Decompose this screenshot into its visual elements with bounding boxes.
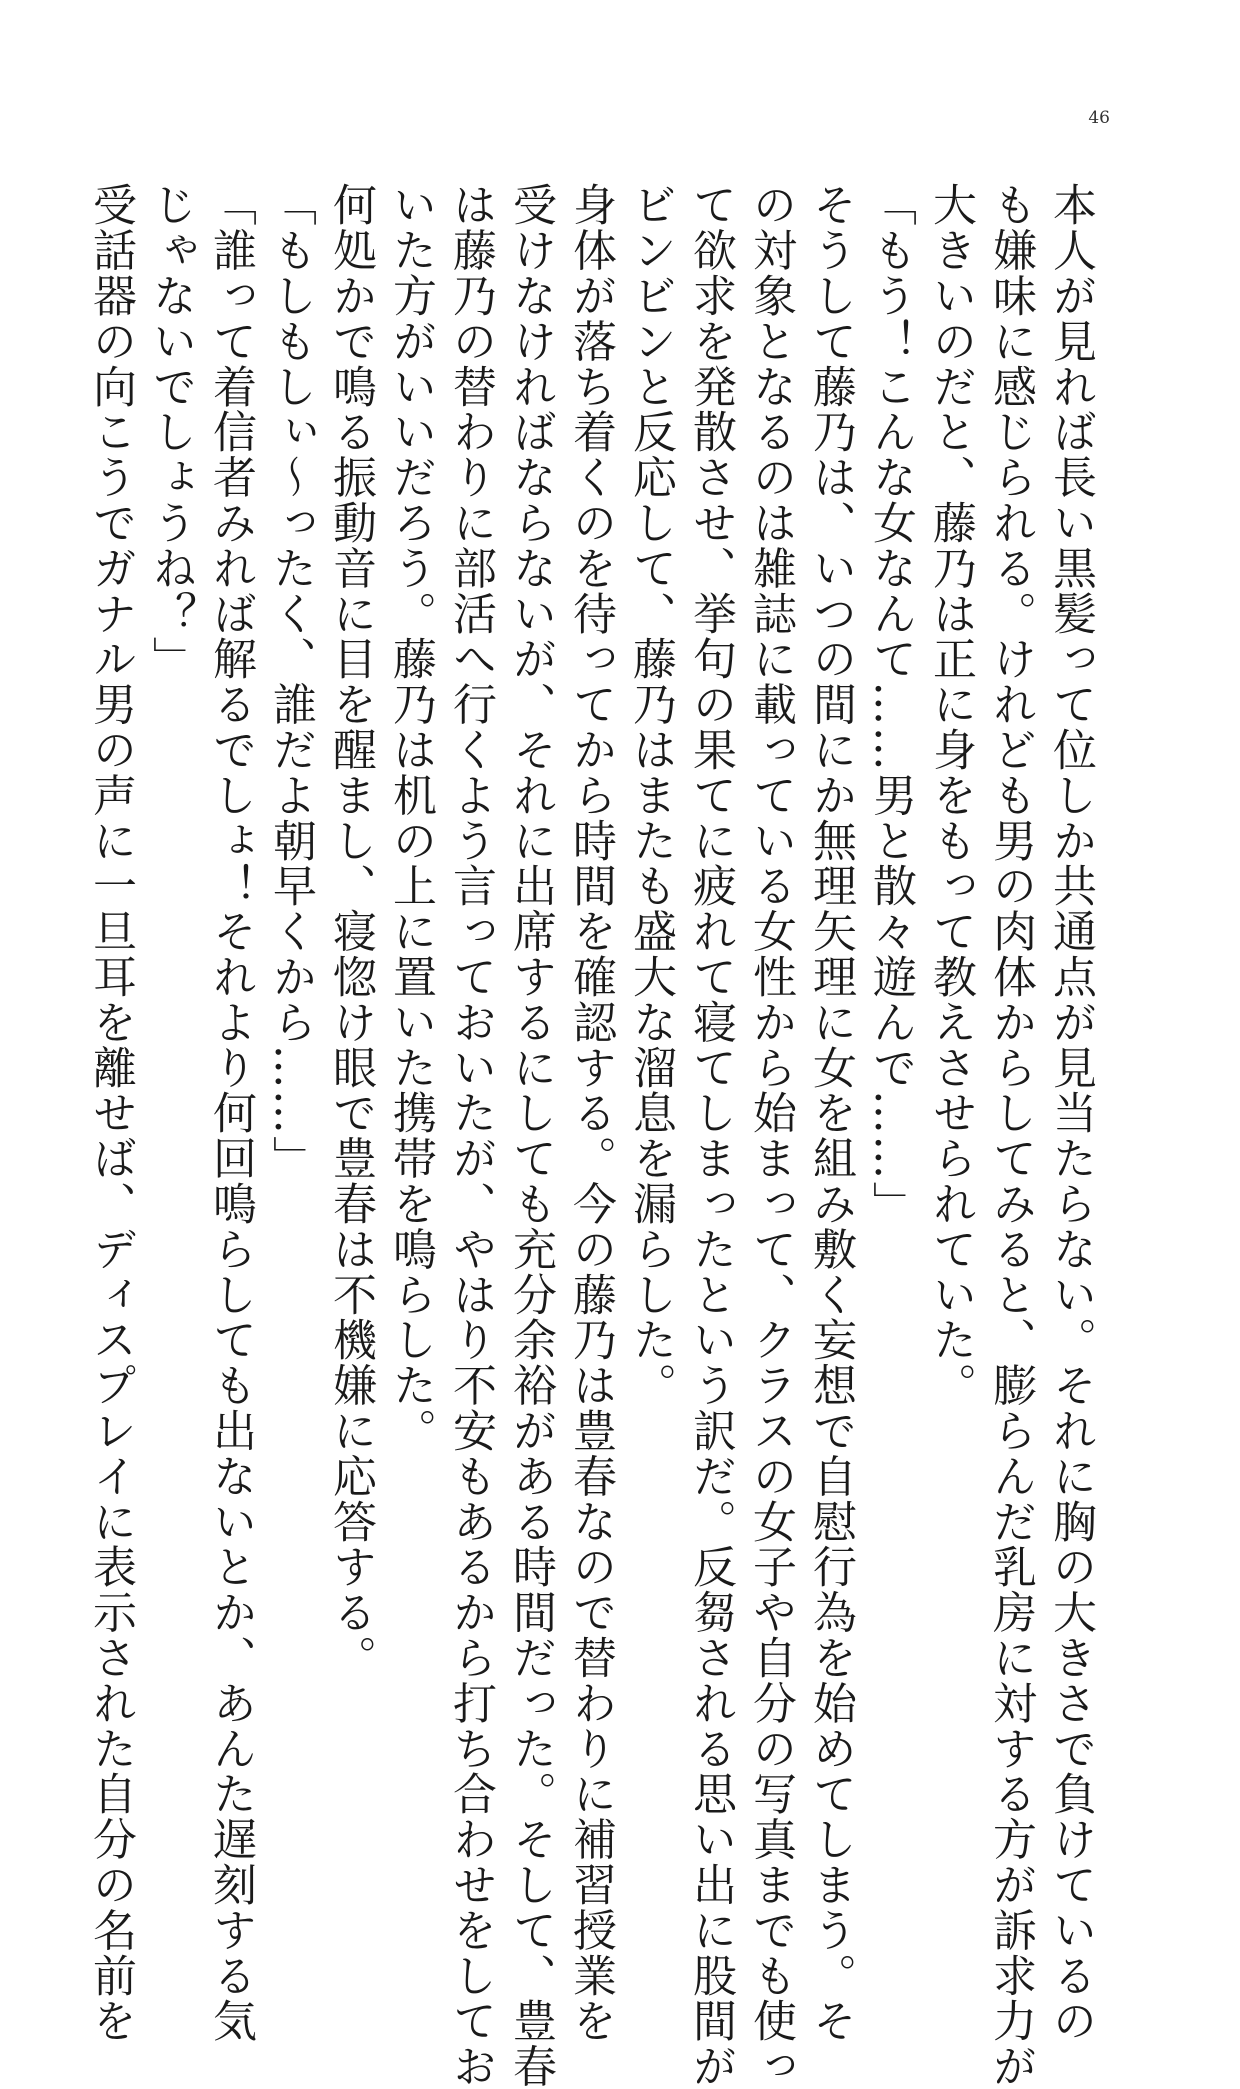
text-line: そうして藤乃は、いつの間にか無理矢理に女を組み敷く妄想で自慰行為を始めてしまう。そ [805,182,856,2044]
body-text [80,182,1100,2089]
text-line: 「もしもしぃ〜ったく、誰だよ朝早くから……」 [265,182,316,1181]
text-line: 何処かで鳴る振動音に目を醒まし、寝惚け眼で豊春は不機嫌に応答する。 [325,182,376,1681]
text-line: 受話器の向こうでガナル男の声に一旦耳を離せば、ディスプレイに表示された自分の名前を [85,182,136,2044]
text-line: 身体が落ち着くのを待ってから時間を確認する。今の藤乃は豊春なので替わりに補習授業を [565,182,616,2044]
text-line: も嫌味に感じられる。けれども男の肉体からしてみると、膨らんだ乳房に対する方が訴求力が [985,182,1036,2089]
text-line: いた方がいいだろう。藤乃は机の上に置いた携帯を鳴らした。 [385,182,436,1454]
text-line: 「もう！こんな女なんて……男と散々遊んで……」 [865,182,916,1227]
text-line: の対象となるのは雑誌に載っている女性から始まって、クラスの女子や自分の写真までも使っ [745,182,796,2089]
text-line: ビンビンと反応して、藤乃はまたも盛大な溜息を漏らした。 [625,182,676,1408]
text-line: じゃないでしょうね？」 [145,182,196,682]
text-line: て欲求を発散させ、挙句の果てに疲れて寝てしまったという訳だ。反芻される思い出に股間が [685,182,736,2089]
text-line: 大きいのだと、藤乃は正に身をもって教えさせられていた。 [925,182,976,1408]
text-line: 受けなければならないが、それに出席するにしても充分余裕がある時間だった。そして、豊春 [505,182,556,2089]
text-line: 「誰って着信者みれば解るでしょ！それより何回鳴らしても出ないとか、あんた遅刻する気 [205,182,256,2044]
text-line: は藤乃の替わりに部活へ行くよう言っておいたが、やはり不安もあるから打ち合わせをしてお [445,182,496,2089]
page-number: 46 [1088,108,1110,128]
text-line: 本人が見れば長い黒髪って位しか共通点が見当たらない。それに胸の大きさで負けているの [1045,182,1096,2044]
